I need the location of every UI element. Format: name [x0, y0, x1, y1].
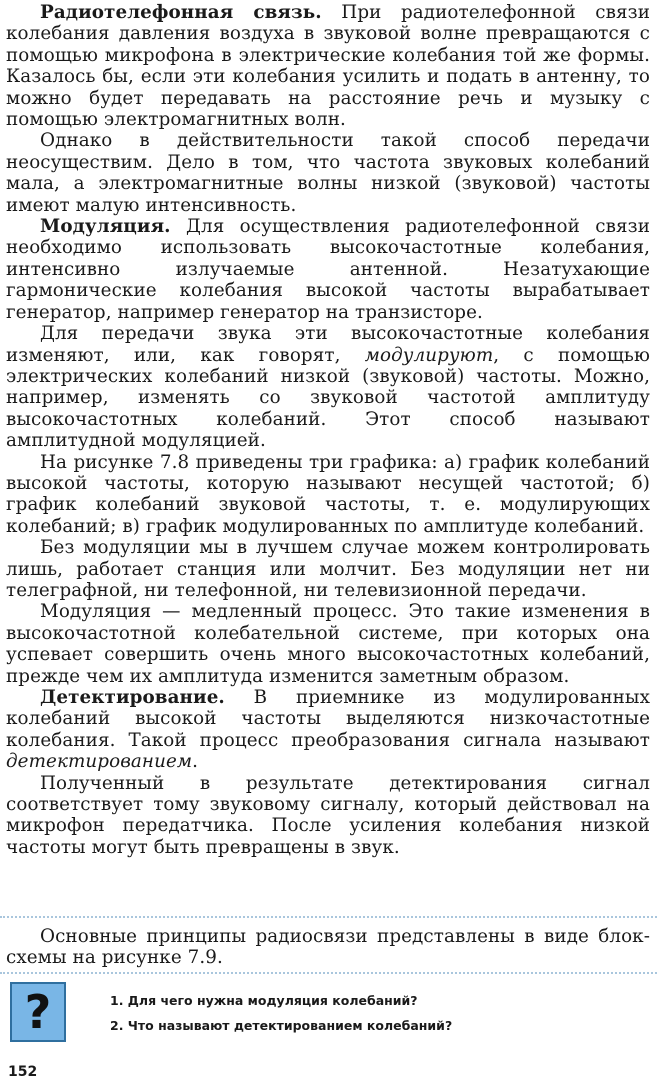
paragraph-modulation: Модуляция. Для осуществления радиотелефонной связи необходимо использовать высокочастотные колебания, интенсивно излучаемые антенной. Незатухающие гармонические колебания высокой частоты вырабатывает генератор, например генератор на транзисторе. [6, 216, 650, 323]
page-number: 152 [8, 1064, 38, 1080]
summary-text: Основные принципы радиосвязи представлены в виде блок-схемы на рисунке 7.9. [6, 926, 650, 969]
question-mark-icon: ? [10, 982, 66, 1042]
paragraph-detection: Детектирование. В приемнике из модулированных колебаний высокой частоты выделяются низкочастотные колебания. Такой процесс преобразования сигнала называют детектированием. [6, 687, 650, 773]
heading-modulation: Модуляция. [40, 216, 171, 238]
paragraph-radio: Радиотелефонная связь. При радиотелефонной связи колебания давления воздуха в звуковой волне превращаются с помощью микрофона в электрические колебания той же формы. Казалось бы, если эти колебания усилить и подать в антенну, то можно будет передавать на расстояние речь и музыку с помощью электромагнитных волн. [6, 2, 650, 131]
paragraph-5: На рисунке 7.8 приведены три графика: а) график колебаний высокой частоты, которую называют несущей частотой; б) график колебаний звуковой частоты, т. е. модулирующих колебаний; в) график модулированных по амплитуде колебаний. [6, 451, 650, 537]
dotted-divider-bottom [0, 972, 657, 974]
heading-detection: Детектирование. [40, 687, 225, 708]
term-detection: детектированием [6, 751, 193, 773]
heading-radio: Радиотелефонная связь. [40, 2, 322, 23]
paragraph-7: Модуляция — медленный процесс. Это такие изменения в высокочастотной колебательной системе, при которых она успевает совершить очень много высокочастотных колебаний, прежде чем их амплитуда изменится заметным образом. [6, 601, 650, 687]
dotted-divider-top [0, 916, 657, 918]
review-questions [110, 988, 452, 1038]
question-1: 1. Для чего нужна модуляция колебаний? [110, 993, 418, 1008]
paragraph-9: Полученный в результате детектирования сигнал соответствует тому звуковому сигналу, который действовал на микрофон передатчика. После усиления колебания низкой частоты могут быть превращены в звук. [6, 772, 650, 858]
summary-box [6, 926, 650, 969]
main-text [6, 2, 650, 858]
paragraph-2: Однако в действительности такой способ передачи неосуществим. Дело в том, что частота звуковых колебаний мала, а электромагнитные волны низкой (звуковой) частоты имеют малую интенсивность. [6, 130, 650, 216]
question-2: 2. Что называют детектированием колебаний? [110, 1018, 453, 1033]
paragraph-6: Без модуляции мы в лучшем случае можем контролировать лишь, работает станция или молчит. Без модуляции нет ни телеграфной, ни телефонной, ни телевизионной передачи. [6, 537, 650, 601]
term-modulate: модулируют [364, 344, 494, 366]
paragraph-4: Для передачи звука эти высокочастотные колебания изменяют, или, как говорят, модулируют, с помощью электрических колебаний низкой (звуковой) частоты. Можно, например, изменять со звуковой частотой амплитуду высокочастотных колебаний. Этот способ называют амплитудной модуляцией. [6, 323, 650, 452]
